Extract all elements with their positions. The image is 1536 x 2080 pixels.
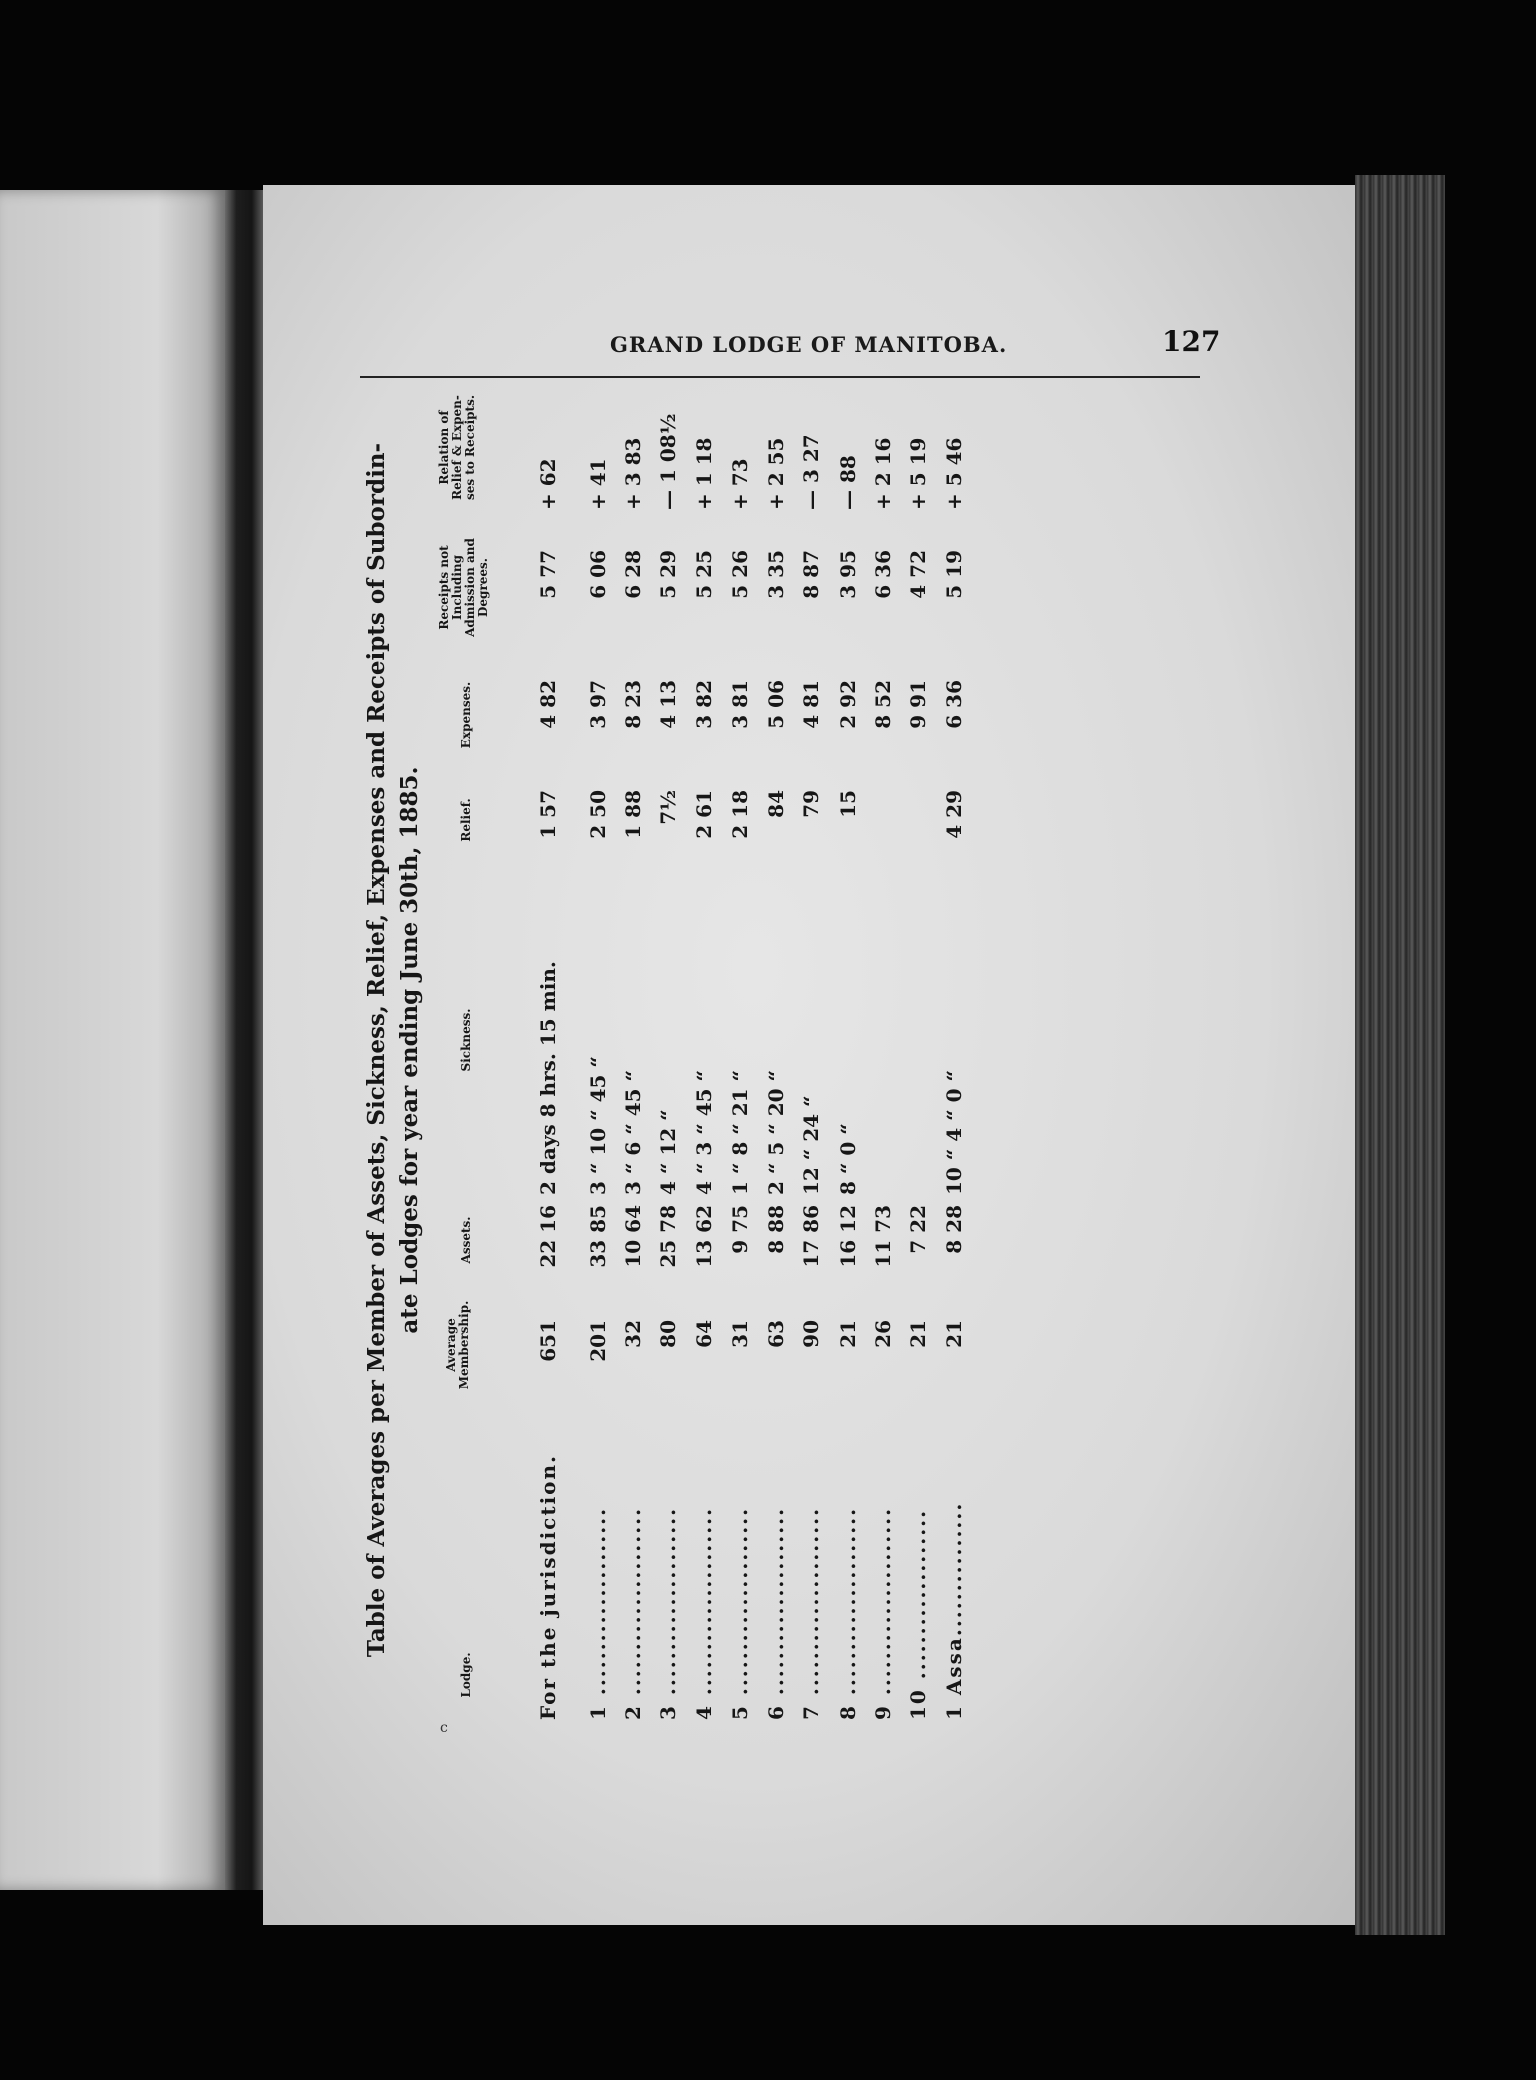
cell-membership: 201 (586, 1320, 610, 1362)
table-row (722, 220, 762, 1720)
cell-relief: 2 61 (692, 790, 716, 839)
cell-expenses: 3 81 (728, 680, 752, 729)
cell-expenses: 9 91 (906, 680, 930, 729)
cell-relief: 79 (799, 790, 823, 818)
table-row (530, 220, 570, 1720)
cell-relief: 1 57 (536, 790, 560, 839)
cell-receipts: 8 87 (799, 550, 823, 599)
cell-receipts: 5 77 (536, 550, 560, 599)
cell-membership: 26 (871, 1320, 895, 1348)
cell-membership: 21 (906, 1320, 930, 1348)
cell-membership: 64 (692, 1320, 716, 1348)
cell-sickness: 3 “ 6 “ 45 “ (621, 1070, 645, 1195)
cell-relief: 1 88 (621, 790, 645, 839)
cell-expenses: 3 82 (692, 680, 716, 729)
cell-sickness: 1 “ 8 “ 21 “ (728, 1070, 752, 1195)
cell-membership: 31 (728, 1320, 752, 1348)
cell-assets: 16 12 (836, 1205, 860, 1268)
cell-lodge: 7 ..................... (799, 1506, 823, 1720)
cell-sickness: 2 “ 5 “ 20 “ (764, 1070, 788, 1195)
cell-sickness: 10 “ 4 “ 0 “ (942, 1070, 966, 1195)
cell-relation: — 3 27 (799, 434, 823, 510)
table-row (830, 220, 870, 1720)
cell-lodge: 2 ..................... (621, 1506, 645, 1720)
cell-relation: + 73 (728, 458, 752, 510)
cell-lodge: 1 Assa............... (942, 1501, 966, 1720)
table-row (580, 220, 620, 1720)
cell-relation: + 2 55 (764, 437, 788, 510)
cell-sickness: 4 “ 12 “ (656, 1109, 680, 1195)
cell-assets: 11 73 (871, 1205, 895, 1268)
left-page (0, 190, 225, 1890)
cell-receipts: 3 95 (836, 550, 860, 599)
cell-lodge: 3 ..................... (656, 1506, 680, 1720)
cell-receipts: 5 19 (942, 550, 966, 599)
cell-membership: 90 (799, 1320, 823, 1348)
cell-receipts: 6 36 (871, 550, 895, 599)
cell-relation: — 88 (836, 455, 860, 510)
header-assets: Assets. (459, 1216, 473, 1264)
book-gutter (225, 190, 263, 1890)
cell-assets: 7 22 (906, 1205, 930, 1254)
cell-relief: 4 29 (942, 790, 966, 839)
cell-sickness: 3 “ 10 “ 45 “ (586, 1056, 610, 1195)
cell-receipts: 5 26 (728, 550, 752, 599)
averages-table (360, 220, 1060, 1720)
cell-expenses: 8 52 (871, 680, 895, 729)
cell-assets: 10 64 (621, 1205, 645, 1268)
cell-sickness: 12 “ 24 “ (799, 1095, 823, 1195)
header-lodge: Lodge. (459, 1652, 473, 1698)
cell-membership: 21 (942, 1320, 966, 1348)
cell-relation: + 1 18 (692, 437, 716, 510)
cell-relation: + 5 19 (906, 437, 930, 510)
cell-assets: 9 75 (728, 1205, 752, 1254)
cell-receipts: 3 35 (764, 550, 788, 599)
page-edges (1355, 175, 1445, 1935)
cell-lodge: For the jurisdiction. (536, 1453, 560, 1720)
cell-relation: + 41 (586, 458, 610, 510)
cell-expenses: 4 13 (656, 680, 680, 729)
cell-receipts: 6 28 (621, 550, 645, 599)
cell-relief: 7½ (656, 790, 680, 825)
cell-receipts: 6 06 (586, 550, 610, 599)
cell-relation: + 2 16 (871, 437, 895, 510)
cell-membership: 651 (536, 1320, 560, 1362)
table-row (865, 220, 905, 1720)
cell-relief: 84 (764, 790, 788, 818)
cell-membership: 63 (764, 1320, 788, 1348)
cell-assets: 33 85 (586, 1205, 610, 1268)
cell-lodge: 8 ..................... (836, 1506, 860, 1720)
cell-relief: 2 18 (728, 790, 752, 839)
cell-lodge: 4 ..................... (692, 1506, 716, 1720)
cell-sickness: 2 days 8 hrs. 15 min. (536, 961, 560, 1195)
cell-relation: + 62 (536, 458, 560, 510)
cell-expenses: 8 23 (621, 680, 645, 729)
table-row (615, 220, 655, 1720)
cell-membership: 32 (621, 1320, 645, 1348)
table-title-line-2: ate Lodges for year ending June 30th, 1885. (396, 766, 423, 1334)
cell-assets: 25 78 (656, 1205, 680, 1268)
cell-expenses: 5 06 (764, 680, 788, 729)
header-sickness: Sickness. (459, 1008, 473, 1072)
table-row (793, 220, 833, 1720)
cell-lodge: 10 ................... (906, 1508, 930, 1720)
table-row (686, 220, 726, 1720)
page-number: 127 (1162, 325, 1221, 358)
margin-mark: c (440, 1720, 448, 1736)
cell-assets: 22 16 (536, 1205, 560, 1268)
cell-expenses: 2 92 (836, 680, 860, 729)
cell-lodge: 5 ..................... (728, 1506, 752, 1720)
cell-lodge: 6 ..................... (764, 1506, 788, 1720)
cell-relation: + 3 83 (621, 437, 645, 510)
cell-receipts: 4 72 (906, 550, 930, 599)
header-expenses: Expenses. (459, 681, 473, 749)
cell-assets: 8 28 (942, 1205, 966, 1254)
cell-sickness: 8 “ 0 “ (836, 1123, 860, 1195)
cell-relief: 15 (836, 790, 860, 818)
table-title (360, 380, 426, 1720)
cell-membership: 80 (656, 1320, 680, 1348)
cell-relation: — 1 08½ (656, 413, 680, 510)
cell-relation: + 5 46 (942, 437, 966, 510)
table-row (650, 220, 690, 1720)
cell-sickness: 4 “ 3 “ 45 “ (692, 1070, 716, 1195)
cell-lodge: 9 ..................... (871, 1506, 895, 1720)
cell-expenses: 6 36 (942, 680, 966, 729)
header-membership: Average Membership. (444, 1300, 471, 1390)
cell-membership: 21 (836, 1320, 860, 1348)
running-head: GRAND LODGE OF MANITOBA. (610, 332, 1008, 357)
cell-receipts: 5 29 (656, 550, 680, 599)
header-receipts: Receipts not Including Admission and Degrees. (437, 538, 490, 637)
table-row (758, 220, 798, 1720)
cell-lodge: 1 ..................... (586, 1506, 610, 1720)
cell-receipts: 5 25 (692, 550, 716, 599)
cell-expenses: 3 97 (586, 680, 610, 729)
cell-expenses: 4 81 (799, 680, 823, 729)
table-title-line-1: Table of Averages per Member of Assets, Sickness, Relief, Expenses and Receipts of Subordin- (363, 442, 390, 1658)
header-relation: Relation of Relief & Expen- ses to Receipts. (437, 394, 477, 501)
header-relief: Relief. (459, 798, 473, 842)
table-row (936, 220, 976, 1720)
cell-assets: 13 62 (692, 1205, 716, 1268)
cell-expenses: 4 82 (536, 680, 560, 729)
cell-assets: 8 88 (764, 1205, 788, 1254)
cell-assets: 17 86 (799, 1205, 823, 1268)
cell-relief: 2 50 (586, 790, 610, 839)
table-row (900, 220, 940, 1720)
